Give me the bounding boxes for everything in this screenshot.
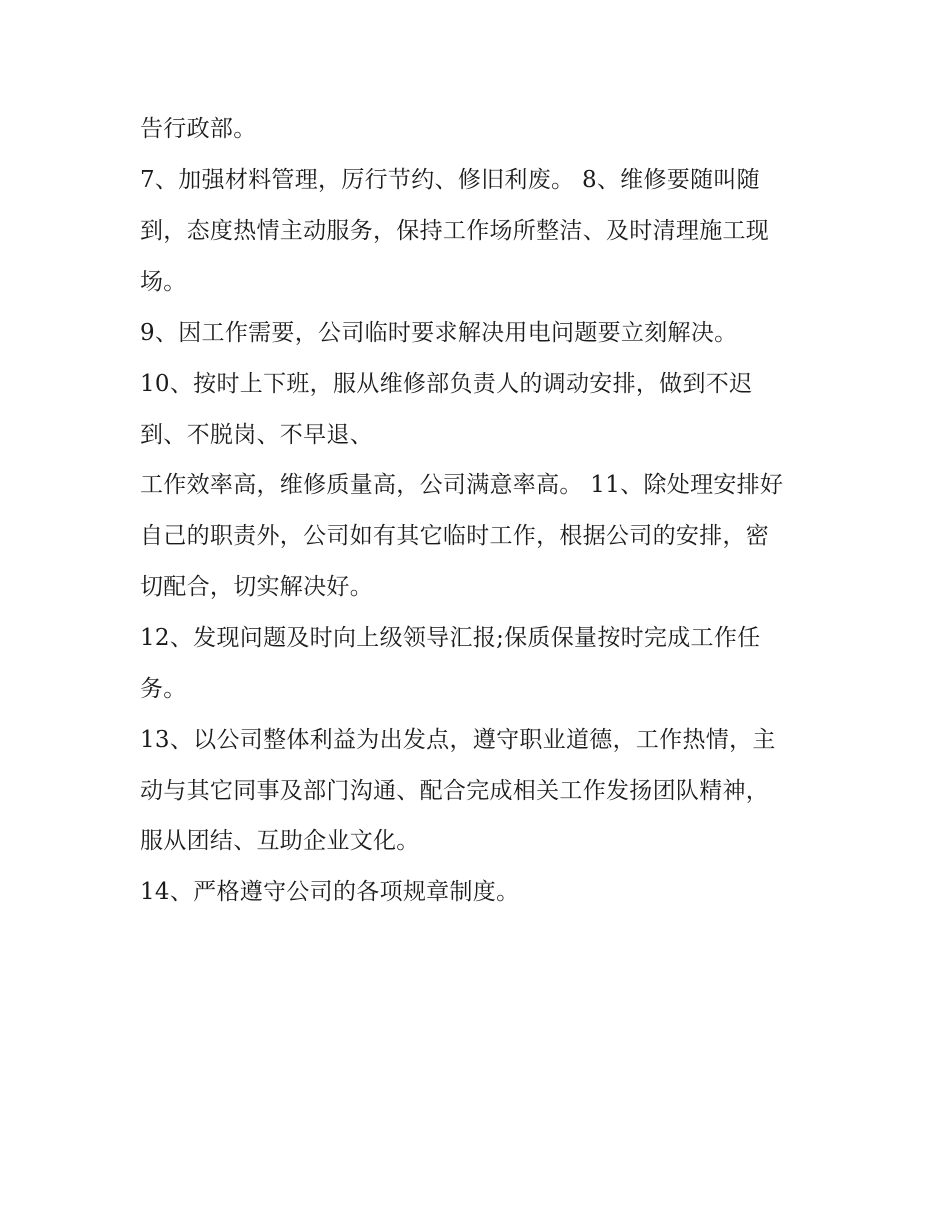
text-line: 9、因工作需要，公司临时要求解决用电问题要立刻解决。 bbox=[140, 320, 738, 346]
text-line: 告行政部。 bbox=[140, 116, 257, 142]
text-line: 切配合，切实解决好。 bbox=[140, 574, 373, 600]
text-line: 到、不脱岗、不早退、 bbox=[140, 422, 373, 448]
text-line: 务。 bbox=[140, 676, 187, 702]
text-line: 到，态度热情主动服务，保持工作场所整洁、及时清理施工现 bbox=[140, 218, 770, 244]
text-line: 14、严格遵守公司的各项规章制度。 bbox=[140, 879, 520, 905]
text-line: 场。 bbox=[140, 269, 187, 295]
text-line: 服从团结、互助企业文化。 bbox=[140, 828, 420, 854]
text-line: 13、以公司整体利益为出发点，遵守职业道德，工作热情，主 bbox=[140, 727, 776, 753]
text-line: 动与其它同事及部门沟通、配合完成相关工作发扬团队精神， bbox=[140, 778, 770, 804]
text-line: 7、加强材料管理，厉行节约、修旧利废。 8、维修要随叫随 bbox=[140, 167, 760, 193]
text-line: 自己的职责外，公司如有其它临时工作，根据公司的安排，密 bbox=[140, 523, 770, 549]
text-line: 工作效率高，维修质量高，公司满意率高。 11、除处理安排好 bbox=[140, 472, 784, 498]
text-line: 12、发现问题及时向上级领导汇报;保质保量按时完成工作任 bbox=[140, 625, 761, 651]
text-line: 10、按时上下班，服从维修部负责人的调动安排，做到不迟 bbox=[140, 371, 753, 397]
